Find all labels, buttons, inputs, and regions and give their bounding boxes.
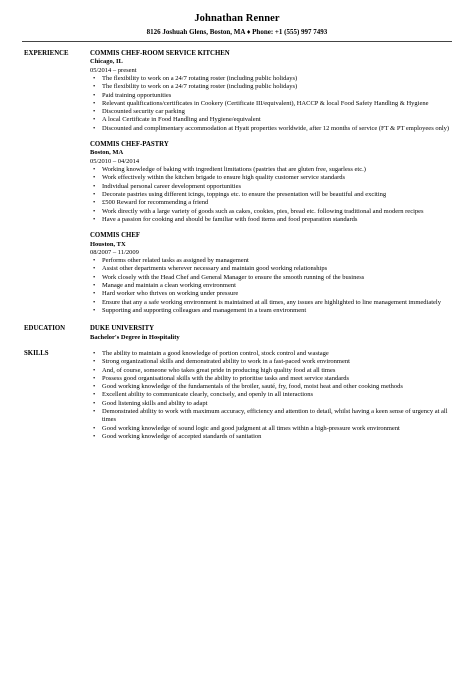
list-item: • Working knowledge of baking with ingredient limitations (pastries that are gluten free, sugarless etc.) — [90, 166, 452, 174]
list-item: • The flexibility to work on a 24/7 rotating roster (including public holidays) — [90, 75, 452, 83]
job-dates: 05/2014 – present — [90, 66, 137, 74]
section-label-education: EDUCATION — [24, 325, 66, 333]
list-item: • Supporting and supporting colleagues and management in a team environment — [90, 307, 452, 315]
job-bullets — [90, 75, 452, 133]
list-item: • Performs other related tasks as assigned by management — [90, 257, 452, 265]
job-location: Boston, MA — [90, 149, 124, 157]
job-title: COMMIS CHEF-PASTRY — [90, 141, 169, 149]
job-title: COMMIS CHEF-ROOM SERVICE KITCHEN — [90, 50, 230, 57]
list-item: • And, of course, someone who takes great pride in producing high quality food at all times — [90, 367, 452, 375]
job-dates: 05/2010 – 04/2014 — [90, 157, 140, 165]
list-item: • Good working knowledge of accepted standards of sanitation — [90, 433, 452, 441]
section-label-skills: SKILLS — [24, 349, 49, 357]
job-bullets — [90, 257, 452, 315]
header-divider — [22, 41, 452, 42]
experience-list — [90, 50, 452, 323]
list-item: • Ensure that any a safe working environment is maintained at all times, any issues are highlighted to line management immediately — [90, 299, 452, 307]
list-item: • A local Certificate in Food Handling and Hygiene/equivalent — [90, 116, 452, 124]
list-item: • The ability to maintain a good knowledge of portion control, stock control and wastage — [90, 350, 452, 358]
list-item: • The flexibility to work on a 24/7 rotating roster (including public holidays) — [90, 83, 452, 91]
list-item: • Discounted and complimentary accommodation at Hyatt properties worldwide, after 12 months of service (FT & PT employees only) — [90, 125, 452, 133]
list-item: • Paid training opportunities — [90, 92, 452, 100]
experience-section — [22, 50, 452, 323]
list-item: • Decorate pastries using different icings, toppings etc. to ensure the presentation will be beautiful and exciting — [90, 191, 452, 199]
job-location: Houston, TX — [90, 240, 126, 248]
list-item: • Work effectively within the kitchen brigade to ensure high quality customer service standards — [90, 174, 452, 182]
list-item: • Strong organizational skills and demonstrated ability to work in a fast-paced work environment — [90, 358, 452, 366]
list-item: • Good listening skills and ability to adapt — [90, 400, 452, 408]
job-bullets — [90, 166, 452, 224]
school-name: DUKE UNIVERSITY — [90, 325, 155, 333]
job-dates: 08/2007 – 11/2009 — [90, 248, 139, 256]
list-item: • Hard worker who thrives on working under pressure — [90, 290, 452, 298]
job-title: COMMIS CHEF — [90, 232, 141, 240]
list-item: • Demonstrated ability to work with maximum accuracy, efficiency and attention to detail, whilst having a keen sense of urgency at all times — [90, 408, 452, 425]
skills-list — [90, 350, 452, 441]
job-entry — [90, 50, 452, 133]
list-item: • Manage and maintain a clean working environment — [90, 282, 452, 290]
job-entry — [90, 141, 452, 224]
list-item: • Excellent ability to communicate clearly, concisely, and openly in all interactions — [90, 391, 452, 399]
job-location: Chicago, IL — [90, 58, 123, 66]
list-item: • £500 Reward for recommending a friend — [90, 199, 452, 207]
section-label-experience: EXPERIENCE — [24, 50, 69, 57]
job-entry — [90, 232, 452, 315]
skills-section — [22, 350, 452, 441]
list-item: • Possess good organisational skills with the ability to prioritise tasks and meet service standards — [90, 375, 452, 383]
list-item: • Individual personal career development opportunities — [90, 183, 452, 191]
list-item: • Relevant qualifications/certificates in Cookery (Certificate III/equivalent), HACCP & local Food Safety Handling & Hygiene — [90, 100, 452, 108]
education-section — [22, 325, 452, 342]
list-item: • Discounted security car parking — [90, 108, 452, 116]
degree: Bachelor's Degree in Hospitality — [90, 333, 180, 341]
list-item: • Good working knowledge of the fundamentals of the broiler, sauté, fry, food, moist heat and other cooking methods — [90, 383, 452, 391]
list-item: • Good working knowledge of sound logic and good judgment at all times within a high-pressure work environment — [90, 425, 452, 433]
education-entry — [90, 325, 452, 342]
contact-line: 8126 Joshuah Glens, Boston, MA ♦ Phone: +1 (555) 997 7493 — [146, 28, 328, 36]
skills-bullets — [90, 350, 452, 441]
list-item: • Have a passion for cooking and should be familiar with food items and food preparation standards — [90, 216, 452, 224]
list-item: • Work closely with the Head Chef and General Manager to ensure the smooth running of the business — [90, 274, 452, 282]
list-item: • Work directly with a large variety of goods such as cakes, cookies, pies, bread etc. following traditional and modern recipes — [90, 208, 452, 216]
list-item: • Assist other departments wherever necessary and maintain good working relationships — [90, 265, 452, 273]
candidate-name: Johnathan Renner — [194, 13, 280, 24]
